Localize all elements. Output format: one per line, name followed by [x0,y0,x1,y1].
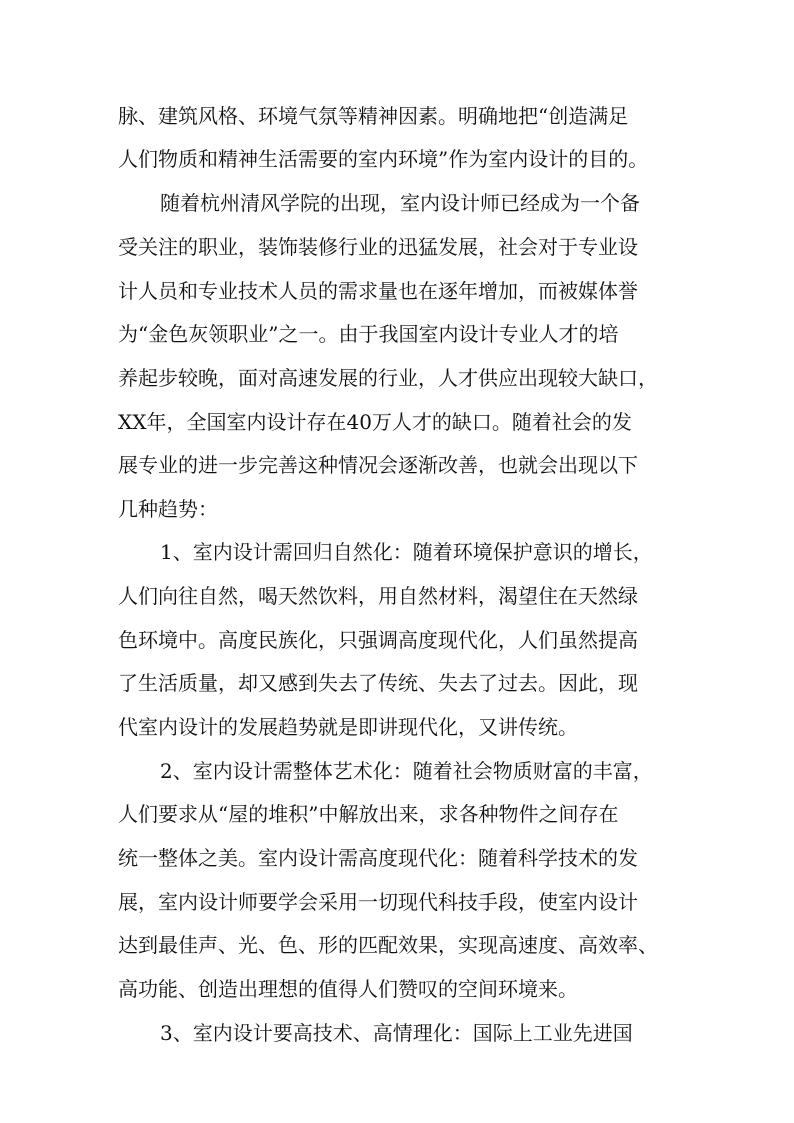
text-line: 2、室内设计需整体艺术化：随着社会物质财富的丰富， [160,759,653,783]
text-line: 受关注的职业，装饰装修行业的迅猛发展，社会对于专业设 [118,235,638,259]
text-line: 人们要求从“屋的堆积”中解放出来，求各种物件之间存在 [118,802,619,826]
text-line: 展专业的进一步完善这种情况会逐渐改善，也就会出现以下 [118,453,638,477]
text-line: 人们物质和精神生活需要的室内环境”作为室内设计的目的。 [118,147,649,171]
text-line: 展，室内设计师要学会采用一切现代科技手段，使室内设计 [118,890,638,914]
text-line: 统一整体之美。室内设计需高度现代化：随着科学技术的发 [118,846,638,870]
text-line: 3、室内设计要高技术、高情理化：国际上工业先进国 [160,1021,633,1045]
text-line: 高功能、创造出理想的值得人们赞叹的空间环境来。 [118,977,578,1001]
text-line: 养起步较晚，面对高速发展的行业，人才供应出现较大缺口， [118,366,658,390]
text-line: 几种趋势： [118,497,218,521]
text-line: 人们向往自然，喝天然饮料，用自然材料，渴望住在天然绿 [118,584,638,608]
text-line: 代室内设计的发展趋势就是即讲现代化，又讲传统。 [118,715,578,739]
text-line: 1、室内设计需回归自然化：随着环境保护意识的增长， [160,540,653,564]
text-line: 达到最佳声、光、色、形的匹配效果，实现高速度、高效率、 [118,933,658,957]
text-line: 计人员和专业技术人员的需求量也在逐年增加，而被媒体誉 [118,279,638,303]
text-line: 了生活质量，却又感到失去了传统、失去了过去。因此，现 [118,671,638,695]
text-line: 为“金色灰领职业”之一。由于我国室内设计专业人才的培 [118,322,619,346]
text-line: 脉、建筑风格、环境气氛等精神因素。明确地把“创造满足 [118,104,629,128]
text-line: XX年，全国室内设计存在40万人才的缺口。随着社会的发 [118,410,632,434]
text-line: 随着杭州清风学院的出现，室内设计师已经成为一个备 [160,191,640,215]
text-line: 色环境中。高度民族化，只强调高度现代化，人们虽然提高 [118,628,638,652]
